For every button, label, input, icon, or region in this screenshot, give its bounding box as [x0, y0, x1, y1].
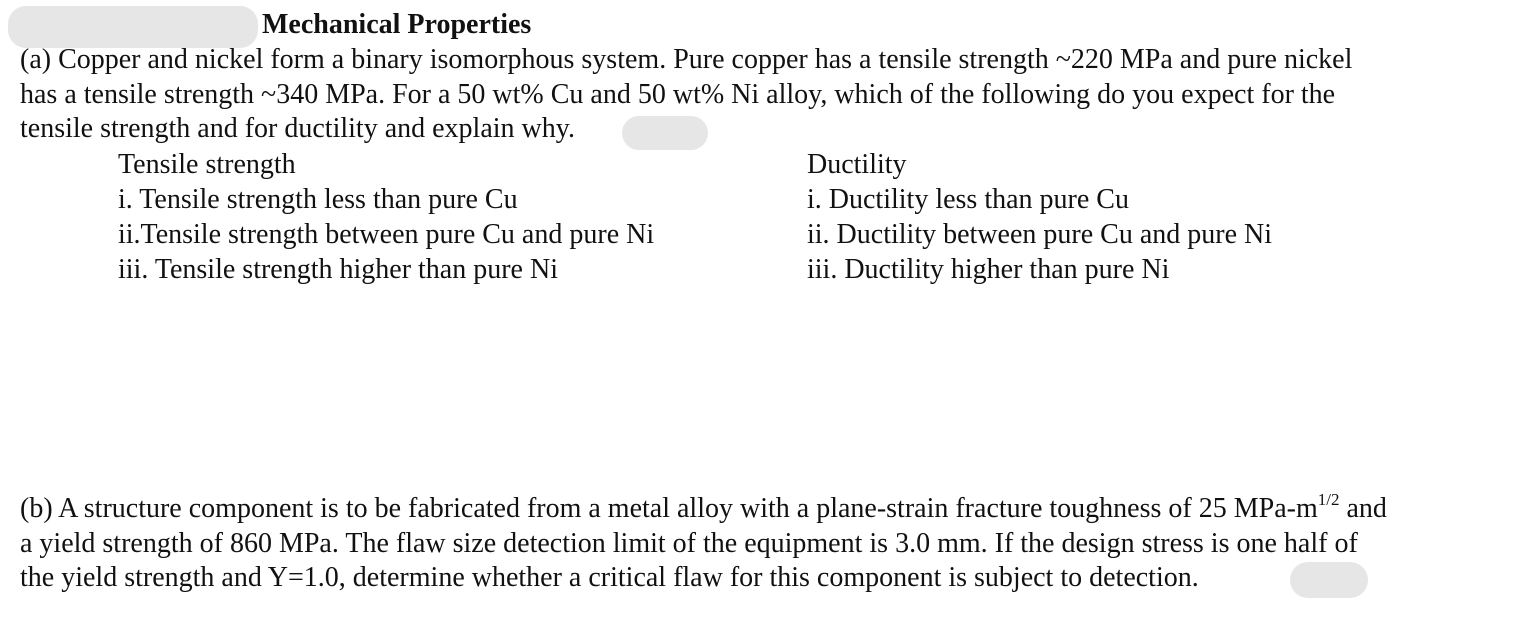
ductility-option-1: i. Ductility less than pure Cu: [807, 184, 1129, 215]
tensile-strength-options: [118, 147, 654, 287]
part-b-line-1: [20, 492, 1387, 527]
part-b-line-1-text: (b) A structure component is to be fabricated from a metal alloy with a plane-strain fracture toughness of 25 MPa-m: [20, 493, 1318, 524]
part-a-line-2: has a tensile strength ~340 MPa. For a 50 wt% Cu and 50 wt% Ni alloy, which of the following do you expect for the: [20, 78, 1336, 110]
exponent-superscript: 1/2: [1317, 490, 1340, 509]
ductility-options: [807, 147, 1272, 287]
ductility-option-3: iii. Ductility higher than pure Ni: [807, 254, 1170, 285]
part-a-question: [20, 43, 1352, 147]
document-title: Mechanical Properties: [262, 9, 532, 40]
ductility-heading: Ductility: [807, 149, 907, 180]
tensile-option-2: ii.Tensile strength between pure Cu and pure Ni: [118, 219, 655, 250]
tensile-option-3: iii. Tensile strength higher than pure Ni: [118, 254, 558, 285]
tensile-option-1: i. Tensile strength less than pure Cu: [118, 184, 518, 215]
tensile-heading: Tensile strength: [118, 149, 296, 180]
redaction-top-left: [8, 6, 258, 48]
part-b-question: [20, 492, 1387, 596]
part-b-line-1-tail: and: [1339, 493, 1387, 524]
ductility-option-2: ii. Ductility between pure Cu and pure Ni: [807, 219, 1272, 250]
part-b-line-2: a yield strength of 860 MPa. The flaw size detection limit of the equipment is 3.0 mm. If the design stress is one half of: [20, 527, 1358, 559]
part-a-line-1: (a) Copper and nickel form a binary isomorphous system. Pure copper has a tensile strength ~220 MPa and pure nickel: [20, 44, 1353, 75]
part-a-line-3: tensile strength and for ductility and explain why.: [20, 113, 575, 144]
part-b-line-3: the yield strength and Y=1.0, determine whether a critical flaw for this component is subject to detection.: [20, 562, 1199, 593]
